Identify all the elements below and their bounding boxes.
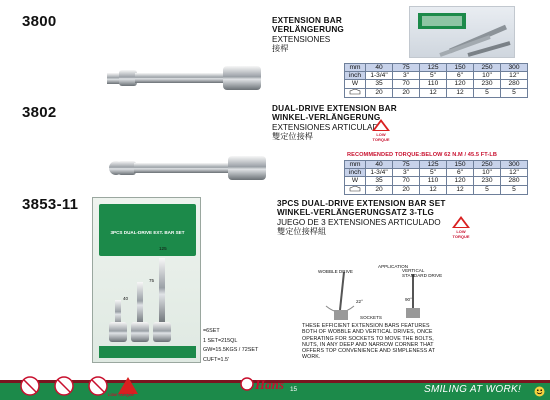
cell: 120 — [447, 177, 474, 185]
cell: 5 — [474, 185, 501, 194]
cell: 110 — [420, 80, 447, 88]
cell: 6" — [447, 169, 474, 177]
product-code-3802: 3802 — [22, 104, 57, 121]
dual-drive-bar-image — [108, 152, 268, 184]
cell: 110 — [420, 177, 447, 185]
cell: 230 — [474, 80, 501, 88]
title-es-3853: JUEGO DE 3 EXTENSIONES ARTICULADO — [277, 217, 441, 227]
size-label: 125 — [159, 246, 167, 251]
cell: 40 — [366, 64, 393, 72]
cell: mm — [345, 161, 366, 169]
cell: 12" — [501, 72, 528, 80]
title-es-3800: EXTENSIONES — [272, 34, 331, 44]
cell: 70 — [393, 80, 420, 88]
cell: 250 — [474, 64, 501, 72]
low-torque-caption: LOW TORQUE — [108, 393, 135, 397]
size-label: 40 — [123, 296, 129, 301]
svg-text:Hans: Hans — [255, 377, 284, 392]
cell: 150 — [447, 64, 474, 72]
cell: 35 — [366, 177, 393, 185]
packing-info — [203, 327, 258, 365]
cell: 20 — [393, 88, 420, 97]
wobble-label: WOBBLE DRIVE — [318, 269, 353, 274]
spec-table-3802 — [344, 160, 528, 195]
cell: 12 — [447, 88, 474, 97]
title-en-3800: EXTENSION BAR — [272, 16, 342, 25]
extension-bar-image — [105, 63, 265, 93]
box-icon — [345, 185, 366, 194]
cell: 12 — [447, 185, 474, 194]
cell: mm — [345, 64, 366, 72]
product-photo-3800 — [409, 6, 515, 58]
slogan: SMILING AT WORK! — [424, 384, 522, 395]
application-description: THESE EFFICIENT EXTENSION BARS FEATURES BOTH OF WOBBLE AND VERTICAL DRIVES, ONCE OPERATING FOR SOCKETS TO MOVE THE BOLTS, NUTS, IN ANY DEEP AND NARROW CORNER THAT OFFERS TOP CONVENIENCE AND SIMPLENESS AT WORK. — [302, 323, 436, 361]
pack-line: GW=15.5KGS / 72SET — [203, 347, 259, 354]
cell: 125 — [420, 64, 447, 72]
cell: 20 — [366, 185, 393, 194]
cell: 75 — [393, 161, 420, 169]
application-label: APPLICATION — [378, 264, 409, 269]
cell: 150 — [447, 161, 474, 169]
cell: 300 — [501, 161, 528, 169]
product-code-3800: 3800 — [22, 13, 57, 30]
cell: 5 — [474, 88, 501, 97]
cell: 5 — [501, 88, 528, 97]
cell: inch — [345, 72, 366, 80]
package-foot — [99, 346, 196, 358]
smiley-icon — [534, 386, 545, 397]
cell: 250 — [474, 161, 501, 169]
cell: 5 — [501, 185, 528, 194]
box-icon — [345, 88, 366, 97]
angle-label: 90° — [405, 297, 412, 302]
title-de-3800: VERLÄNGERUNG — [272, 25, 344, 35]
cell: 75 — [393, 64, 420, 72]
title-zh-3853: 雙定位接桿組 — [277, 227, 327, 237]
pack-line: =6SET — [203, 328, 220, 334]
size-label: 75 — [149, 278, 155, 283]
title-es-3802: EXTENSIONES ARTICULADO — [272, 122, 385, 132]
cell: 10" — [474, 72, 501, 80]
cell: 280 — [501, 80, 528, 88]
cell: 10" — [474, 169, 501, 177]
warning-icon — [372, 119, 392, 142]
cell: 12 — [420, 185, 447, 194]
cell: 40 — [366, 161, 393, 169]
cell: 70 — [393, 177, 420, 185]
cell: 6" — [447, 72, 474, 80]
cell: 35 — [366, 80, 393, 88]
cell: W — [345, 80, 366, 88]
cell: 12" — [501, 169, 528, 177]
cell: 280 — [501, 177, 528, 185]
product-package-image — [92, 197, 201, 363]
title-de-3802: WINKEL-VERLÄNGERUNG — [272, 113, 381, 123]
angle-label: 22° — [356, 299, 363, 304]
pack-line: 1 SET=215QL — [203, 337, 238, 344]
cell: 125 — [420, 161, 447, 169]
title-zh-3802: 雙定位接桿 — [272, 132, 313, 142]
title-zh-3800: 接桿 — [272, 44, 289, 54]
pack-line: CUFT=1.5' — [203, 356, 230, 363]
cell: 230 — [474, 177, 501, 185]
cell: 12 — [420, 88, 447, 97]
cell: 1-3/4" — [366, 72, 393, 80]
spec-table-3800 — [344, 63, 528, 98]
cell: W — [345, 177, 366, 185]
title-de-3853: WINKEL-VERLÄNGERUNGSATZ 3-TLG — [277, 208, 435, 218]
cell: 120 — [447, 80, 474, 88]
cell: 3" — [393, 169, 420, 177]
page-number: 15 — [290, 386, 298, 393]
vertical-label: VERTICAL STANDARD DRIVE — [402, 268, 443, 278]
warning-caption: LOW TORQUE — [372, 132, 390, 142]
cell: 5" — [420, 169, 447, 177]
torque-note: RECOMMENDED TORQUE:BELOW 62 N.M / 45.5 FT-LB — [347, 152, 498, 158]
cell: 20 — [393, 185, 420, 194]
warning-icon-2 — [452, 216, 472, 239]
title-en-3802: DUAL-DRIVE EXTENSION BAR — [272, 104, 397, 113]
cell: 5" — [420, 72, 447, 80]
sockets-label: SOCKETS — [360, 315, 382, 320]
cell: inch — [345, 169, 366, 177]
cell: 20 — [366, 88, 393, 97]
cell: 300 — [501, 64, 528, 72]
warning-caption-2: LOW TORQUE — [452, 229, 470, 239]
cell: 3" — [393, 72, 420, 80]
package-head: 3PCS DUAL-DRIVE EXT. BAR SET — [99, 204, 196, 256]
title-en-3853: 3PCS DUAL-DRIVE EXTENSION BAR SET — [277, 199, 446, 208]
cell: 1-3/4" — [366, 169, 393, 177]
product-code-3853-11: 3853-11 — [22, 196, 79, 213]
